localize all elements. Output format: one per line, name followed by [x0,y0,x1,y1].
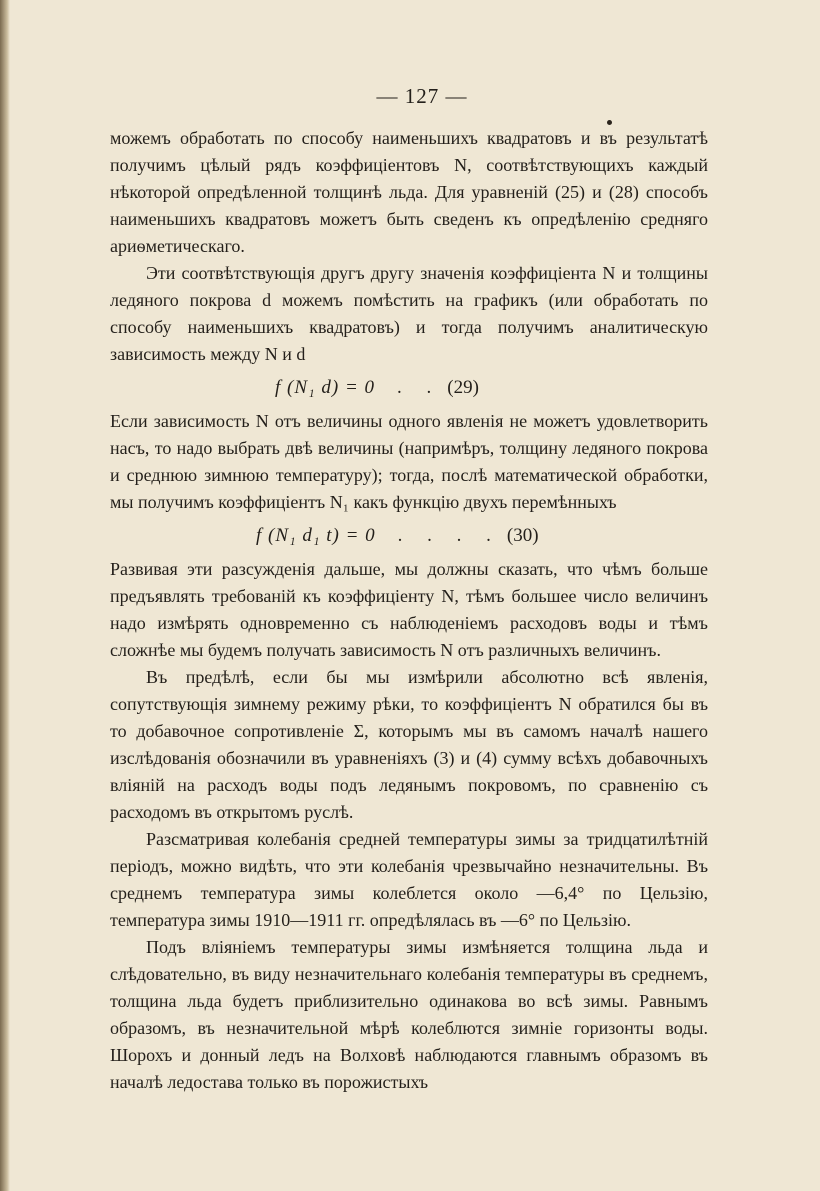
paragraph-4: Развивая эти разсужденія дальше, мы должны сказать, что чѣмъ больше предъявлять требованій къ коэффиціенту N, тѣмъ большее число величинъ надо измѣрять одновременно съ наблюденіемъ расходовъ воды и тѣмъ сложнѣе мы будемъ получать зависимость N отъ различныхъ величинъ. [110,559,708,660]
equation-30-formula: f (N₁ d₁ t) = 0 [256,525,376,546]
equation-30-dots: . . . . [397,525,501,546]
equation-29-number: (29) [447,377,479,398]
paragraph-5: Въ предѣлѣ, если бы мы измѣрили абсолютно всѣ явленія, сопутствующія зимнему режиму рѣки, то коэффиціентъ N обратился бы въ то добавочное сопротивленіе Σ, которымъ мы въ самомъ началѣ нашего изслѣдованія обозначили въ уравненіяхъ (3) и (4) сумму всѣхъ добавочныхъ вліяній на расходъ воды подъ ледянымъ покровомъ, по сравненію съ расходомъ въ открытомъ руслѣ. [110,667,708,822]
equation-29-formula: f (N₁ d) = 0 [275,377,376,398]
equation-29 [110,368,708,408]
page-number: — 127 — [376,84,468,108]
equation-29-dots: . . [397,377,442,398]
paragraph-1: можемъ обработать по способу наименьшихъ квадратовъ и въ результатѣ получимъ цѣлый рядъ коэффиціентовъ N, соотвѣтствующихъ каждый нѣкоторой опредѣленной толщинѣ льда. Для уравненій (25) и (28) способъ наименьшихъ квадратовъ можетъ быть сведенъ къ опредѣленію средняго ариѳметическаго. [110,128,708,256]
paragraph-2: Эти соотвѣтствующія другъ другу значенія коэффиціента N и толщины ледяного покрова d можемъ помѣстить на графикъ (или обработать по способу наименьшихъ квадратовъ) и тогда получимъ аналитическую зависимость между N и d [110,263,708,364]
book-page [110,84,708,1096]
equation-30 [110,516,708,556]
ink-speck [607,120,612,125]
equation-30-number: (30) [506,525,539,546]
paragraph-3: Если зависимость N отъ величины одного явленія не можетъ удовлетворить насъ, то надо выбрать двѣ величины (напримѣръ, толщину ледяного покрова и среднюю зимнюю температуру); тогда, послѣ математической обработки, мы получимъ коэффиціентъ N₁ какъ функцію двухъ перемѣнныхъ [110,411,708,512]
page-binding-edge [0,0,10,1191]
paragraph-7: Подъ вліяніемъ температуры зимы измѣняется толщина льда и слѣдовательно, въ виду незначительнаго колебанія температуры въ среднемъ, толщина льда будетъ приблизительно одинакова во всѣ зимы. Равнымъ образомъ, въ незначительной мѣрѣ колеблются зимніе горизонты воды. Шорохъ и донный ледъ на Волховѣ наблюдаются главнымъ образомъ въ началѣ ледостава только въ порожистыхъ [110,937,708,1092]
paragraph-6: Разсматривая колебанія средней температуры зимы за тридцатилѣтній періодъ, можно видѣть, что эти колебанія чрезвычайно незначительны. Въ среднемъ температура зимы колеблется около —6,4° по Цельзію, температура зимы 1910—1911 гг. опредѣлялась въ —6° по Цельзію. [110,829,708,930]
